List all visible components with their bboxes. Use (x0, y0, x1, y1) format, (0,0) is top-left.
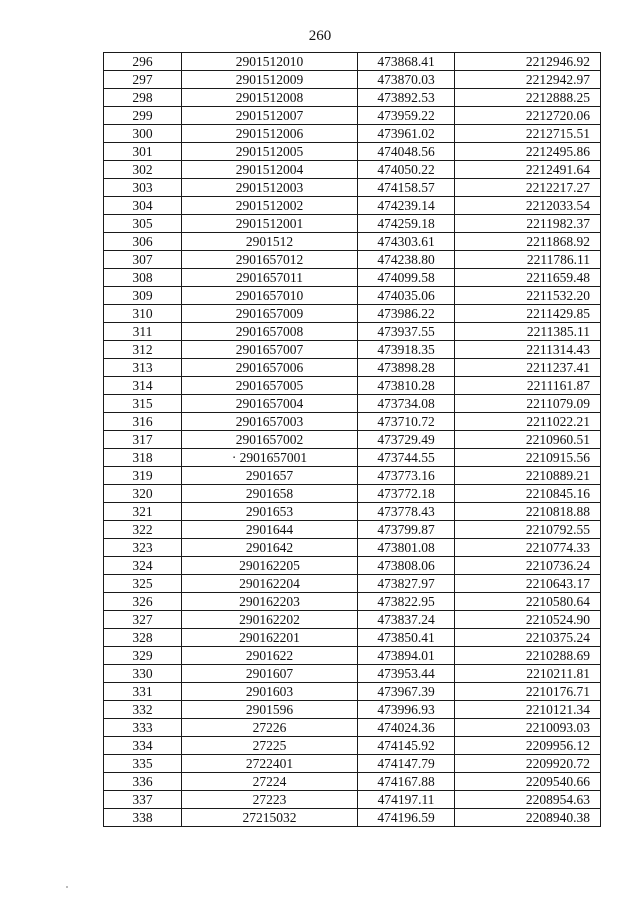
row-number-cell: 312 (104, 341, 182, 359)
row-number-cell: 302 (104, 161, 182, 179)
x-coordinate-cell: 473986.22 (358, 305, 455, 323)
table-row (104, 755, 601, 773)
table-row (104, 503, 601, 521)
y-coordinate-cell: 2209920.72 (455, 755, 601, 773)
point-id-cell: 2901622 (182, 647, 358, 665)
table-row (104, 125, 601, 143)
x-coordinate-cell: 474035.06 (358, 287, 455, 305)
y-coordinate-cell: 2211659.48 (455, 269, 601, 287)
point-id-cell: 2901657003 (182, 413, 358, 431)
x-coordinate-cell: 473918.35 (358, 341, 455, 359)
x-coordinate-cell: 473961.02 (358, 125, 455, 143)
row-number-cell: 305 (104, 215, 182, 233)
table-row (104, 71, 601, 89)
x-coordinate-cell: 473801.08 (358, 539, 455, 557)
row-number-cell: 306 (104, 233, 182, 251)
table-row (104, 215, 601, 233)
x-coordinate-cell: 473850.41 (358, 629, 455, 647)
table-row (104, 143, 601, 161)
y-coordinate-cell: 2211385.11 (455, 323, 601, 341)
point-id-cell: 2901512005 (182, 143, 358, 161)
row-number-cell: 332 (104, 701, 182, 719)
y-coordinate-cell: 2211079.09 (455, 395, 601, 413)
y-coordinate-cell: 2212217.27 (455, 179, 601, 197)
y-coordinate-cell: 2212946.92 (455, 53, 601, 71)
row-number-cell: 309 (104, 287, 182, 305)
y-coordinate-cell: 2210093.03 (455, 719, 601, 737)
y-coordinate-cell: 2210580.64 (455, 593, 601, 611)
row-number-cell: 328 (104, 629, 182, 647)
x-coordinate-cell: 474048.56 (358, 143, 455, 161)
table-row (104, 233, 601, 251)
table-row (104, 179, 601, 197)
x-coordinate-cell: 473729.49 (358, 431, 455, 449)
row-number-cell: 322 (104, 521, 182, 539)
point-id-cell: 2901657012 (182, 251, 358, 269)
table-row (104, 359, 601, 377)
table-row (104, 197, 601, 215)
x-coordinate-cell: 473894.01 (358, 647, 455, 665)
x-coordinate-cell: 473822.95 (358, 593, 455, 611)
row-number-cell: 319 (104, 467, 182, 485)
x-coordinate-cell: 473772.18 (358, 485, 455, 503)
row-number-cell: 320 (104, 485, 182, 503)
table-row (104, 431, 601, 449)
point-id-cell: 2901657008 (182, 323, 358, 341)
y-coordinate-cell: 2211982.37 (455, 215, 601, 233)
point-id-cell: 2901512009 (182, 71, 358, 89)
y-coordinate-cell: 2210288.69 (455, 647, 601, 665)
row-number-cell: 324 (104, 557, 182, 575)
coordinates-table (103, 52, 601, 827)
row-number-cell: 315 (104, 395, 182, 413)
x-coordinate-cell: 474196.59 (358, 809, 455, 827)
x-coordinate-cell: 474024.36 (358, 719, 455, 737)
row-number-cell: 330 (104, 665, 182, 683)
x-coordinate-cell: 473953.44 (358, 665, 455, 683)
table-row (104, 413, 601, 431)
table-row (104, 611, 601, 629)
x-coordinate-cell: 473898.28 (358, 359, 455, 377)
table-row (104, 89, 601, 107)
row-number-cell: 337 (104, 791, 182, 809)
x-coordinate-cell: 473959.22 (358, 107, 455, 125)
table-row (104, 719, 601, 737)
x-coordinate-cell: 473868.41 (358, 53, 455, 71)
table-row (104, 791, 601, 809)
point-id-cell: 2901512003 (182, 179, 358, 197)
x-coordinate-cell: 473827.97 (358, 575, 455, 593)
point-id-cell: 2901512004 (182, 161, 358, 179)
x-coordinate-cell: 473808.06 (358, 557, 455, 575)
point-id-cell: 2901657004 (182, 395, 358, 413)
x-coordinate-cell: 473870.03 (358, 71, 455, 89)
y-coordinate-cell: 2210736.24 (455, 557, 601, 575)
x-coordinate-cell: 474158.57 (358, 179, 455, 197)
y-coordinate-cell: 2211429.85 (455, 305, 601, 323)
y-coordinate-cell: 2208940.38 (455, 809, 601, 827)
x-coordinate-cell: 473710.72 (358, 413, 455, 431)
row-number-cell: 308 (104, 269, 182, 287)
point-id-cell: 2901512002 (182, 197, 358, 215)
row-number-cell: 317 (104, 431, 182, 449)
row-number-cell: 300 (104, 125, 182, 143)
table-row (104, 449, 601, 467)
point-id-cell: 2901657010 (182, 287, 358, 305)
x-coordinate-cell: 474167.88 (358, 773, 455, 791)
row-number-cell: 326 (104, 593, 182, 611)
point-id-cell: 2901657009 (182, 305, 358, 323)
point-id-cell: 2901657007 (182, 341, 358, 359)
y-coordinate-cell: 2210375.24 (455, 629, 601, 647)
point-id-cell: 2901657 (182, 467, 358, 485)
row-number-cell: 298 (104, 89, 182, 107)
y-coordinate-cell: 2211237.41 (455, 359, 601, 377)
x-coordinate-cell: 474050.22 (358, 161, 455, 179)
point-id-cell: 2901512010 (182, 53, 358, 71)
point-id-cell: 290162201 (182, 629, 358, 647)
table-row (104, 773, 601, 791)
point-id-cell: 2901512008 (182, 89, 358, 107)
row-number-cell: 316 (104, 413, 182, 431)
point-id-cell: 290162202 (182, 611, 358, 629)
table-row (104, 809, 601, 827)
point-id-cell: 2901607 (182, 665, 358, 683)
table-row (104, 701, 601, 719)
coordinates-table-body (104, 53, 601, 827)
table-row (104, 521, 601, 539)
row-number-cell: 329 (104, 647, 182, 665)
y-coordinate-cell: 2212720.06 (455, 107, 601, 125)
row-number-cell: 301 (104, 143, 182, 161)
y-coordinate-cell: 2211786.11 (455, 251, 601, 269)
table-row (104, 629, 601, 647)
table-row (104, 305, 601, 323)
table-row (104, 593, 601, 611)
x-coordinate-cell: 473744.55 (358, 449, 455, 467)
table-row (104, 485, 601, 503)
row-number-cell: 321 (104, 503, 182, 521)
y-coordinate-cell: 2210121.34 (455, 701, 601, 719)
x-coordinate-cell: 473937.55 (358, 323, 455, 341)
point-id-cell: 290162203 (182, 593, 358, 611)
table-row (104, 287, 601, 305)
point-id-cell: 290162204 (182, 575, 358, 593)
point-id-cell: 2901644 (182, 521, 358, 539)
point-id-cell: 290162205 (182, 557, 358, 575)
table-row (104, 269, 601, 287)
point-id-cell: 2901642 (182, 539, 358, 557)
point-id-cell: 2901596 (182, 701, 358, 719)
row-number-cell: 304 (104, 197, 182, 215)
x-coordinate-cell: 473837.24 (358, 611, 455, 629)
table-row (104, 647, 601, 665)
scan-speck (66, 886, 68, 888)
table-row (104, 575, 601, 593)
y-coordinate-cell: 2210643.17 (455, 575, 601, 593)
x-coordinate-cell: 473778.43 (358, 503, 455, 521)
point-id-cell: 2901512001 (182, 215, 358, 233)
table-row (104, 467, 601, 485)
y-coordinate-cell: 2210915.56 (455, 449, 601, 467)
x-coordinate-cell: 474197.11 (358, 791, 455, 809)
point-id-cell: 2722401 (182, 755, 358, 773)
point-id-cell: 2901512007 (182, 107, 358, 125)
table-row (104, 539, 601, 557)
point-id-cell: 27226 (182, 719, 358, 737)
point-id-cell: 2901653 (182, 503, 358, 521)
x-coordinate-cell: 474259.18 (358, 215, 455, 233)
x-coordinate-cell: 474145.92 (358, 737, 455, 755)
row-number-cell: 323 (104, 539, 182, 557)
table-row (104, 341, 601, 359)
y-coordinate-cell: 2208954.63 (455, 791, 601, 809)
table-row (104, 395, 601, 413)
point-id-cell: 27223 (182, 791, 358, 809)
y-coordinate-cell: 2210524.90 (455, 611, 601, 629)
point-id-cell: 2901657006 (182, 359, 358, 377)
row-number-cell: 327 (104, 611, 182, 629)
row-number-cell: 334 (104, 737, 182, 755)
y-coordinate-cell: 2210774.33 (455, 539, 601, 557)
y-coordinate-cell: 2211532.20 (455, 287, 601, 305)
point-id-cell: 2901658 (182, 485, 358, 503)
point-id-cell: 2901657002 (182, 431, 358, 449)
row-number-cell: 325 (104, 575, 182, 593)
y-coordinate-cell: 2211022.21 (455, 413, 601, 431)
table-row (104, 107, 601, 125)
point-id-cell: 27215032 (182, 809, 358, 827)
table-row (104, 737, 601, 755)
y-coordinate-cell: 2211161.87 (455, 377, 601, 395)
row-number-cell: 338 (104, 809, 182, 827)
table-row (104, 323, 601, 341)
row-number-cell: 335 (104, 755, 182, 773)
row-number-cell: 296 (104, 53, 182, 71)
table-row (104, 683, 601, 701)
table-row (104, 377, 601, 395)
y-coordinate-cell: 2210889.21 (455, 467, 601, 485)
x-coordinate-cell: 474147.79 (358, 755, 455, 773)
x-coordinate-cell: 474238.80 (358, 251, 455, 269)
row-number-cell: 313 (104, 359, 182, 377)
y-coordinate-cell: 2212491.64 (455, 161, 601, 179)
y-coordinate-cell: 2212888.25 (455, 89, 601, 107)
x-coordinate-cell: 473734.08 (358, 395, 455, 413)
x-coordinate-cell: 473996.93 (358, 701, 455, 719)
row-number-cell: 336 (104, 773, 182, 791)
point-id-cell: 27224 (182, 773, 358, 791)
row-number-cell: 297 (104, 71, 182, 89)
x-coordinate-cell: 474303.61 (358, 233, 455, 251)
point-id-cell: 2901603 (182, 683, 358, 701)
point-id-cell: 2901512 (182, 233, 358, 251)
row-number-cell: 310 (104, 305, 182, 323)
table-row (104, 161, 601, 179)
y-coordinate-cell: 2210818.88 (455, 503, 601, 521)
row-number-cell: 333 (104, 719, 182, 737)
row-number-cell: 314 (104, 377, 182, 395)
y-coordinate-cell: 2212942.97 (455, 71, 601, 89)
x-coordinate-cell: 473799.87 (358, 521, 455, 539)
y-coordinate-cell: 2212495.86 (455, 143, 601, 161)
point-id-cell: 27225 (182, 737, 358, 755)
row-number-cell: 318 (104, 449, 182, 467)
x-coordinate-cell: 474239.14 (358, 197, 455, 215)
row-number-cell: 307 (104, 251, 182, 269)
x-coordinate-cell: 473892.53 (358, 89, 455, 107)
y-coordinate-cell: 2210960.51 (455, 431, 601, 449)
row-number-cell: 311 (104, 323, 182, 341)
y-coordinate-cell: 2209956.12 (455, 737, 601, 755)
point-id-cell: 2901512006 (182, 125, 358, 143)
y-coordinate-cell: 2209540.66 (455, 773, 601, 791)
row-number-cell: 303 (104, 179, 182, 197)
table-row (104, 557, 601, 575)
table-row (104, 251, 601, 269)
point-id-cell: 2901657005 (182, 377, 358, 395)
point-id-cell: 2901657011 (182, 269, 358, 287)
row-number-cell: 331 (104, 683, 182, 701)
table-row (104, 53, 601, 71)
table-row (104, 665, 601, 683)
y-coordinate-cell: 2212033.54 (455, 197, 601, 215)
x-coordinate-cell: 474099.58 (358, 269, 455, 287)
y-coordinate-cell: 2210176.71 (455, 683, 601, 701)
y-coordinate-cell: 2210211.81 (455, 665, 601, 683)
x-coordinate-cell: 473967.39 (358, 683, 455, 701)
y-coordinate-cell: 2211868.92 (455, 233, 601, 251)
point-id-cell: · 2901657001 (182, 449, 358, 467)
y-coordinate-cell: 2210792.55 (455, 521, 601, 539)
x-coordinate-cell: 473810.28 (358, 377, 455, 395)
y-coordinate-cell: 2210845.16 (455, 485, 601, 503)
x-coordinate-cell: 473773.16 (358, 467, 455, 485)
page-number: 260 (308, 28, 332, 44)
y-coordinate-cell: 2212715.51 (455, 125, 601, 143)
y-coordinate-cell: 2211314.43 (455, 341, 601, 359)
row-number-cell: 299 (104, 107, 182, 125)
